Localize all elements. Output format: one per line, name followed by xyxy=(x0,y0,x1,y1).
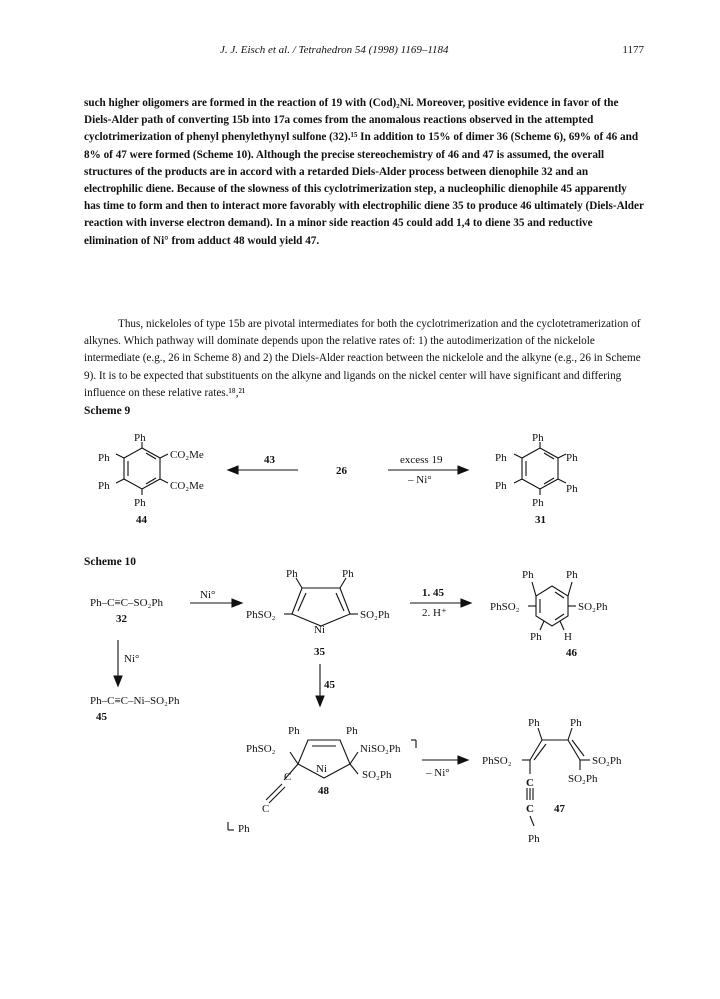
scheme-9-title: Scheme 9 xyxy=(84,405,131,417)
cmpd31-ph-lr: Ph xyxy=(566,483,578,495)
id-48: 48 xyxy=(318,785,329,797)
paragraph-1: such higher oligomers are formed in the reaction of 19 with (Cod)₂Ni. Moreover, positive evidence in favor of the Diels-Alder path of converting 15b into 17a comes from the anomalous reactions observed in the attempted cyclotrimerization of phenyl phenylethynyl sulfone (32).¹⁵ In addition to 15% of dimer 36 (Scheme 6), 69% of 46 and 8% of 47 were formed (Scheme 10). Although the precise stereochemistry of 46 and 47 is assumed, the overall structures of the products are in accord with a retarded Diels-Alder process between dienophile 32 and an electrophilic diene. Because of the slowness of this cyclotrimerization step, a nucleophilic dienophile 45 apparently has time to form and then to interact more favorably with electrophilic diene 35 to produce 46 ultimately (Diels-Alder reaction with inverse electron demand). In a minor side reaction 45 could add 1,4 to diene 35 and reductive elimination of Ni° from adduct 48 would yield 47. xyxy=(84,97,644,247)
cmpd44-ph-ul: Ph xyxy=(98,452,110,464)
arrow-ni-left: Ni° xyxy=(124,653,140,665)
minus-ni-48: – Ni° xyxy=(426,767,450,779)
cmpd44-id: 44 xyxy=(136,514,147,526)
c48-ph-b: Ph xyxy=(238,823,250,835)
formula-45: Ph–C≡C–Ni–SO₂Ph xyxy=(90,695,180,707)
c35-ph-l: Ph xyxy=(286,568,298,580)
page-number: 1177 xyxy=(622,44,644,56)
c35-ph-r: Ph xyxy=(342,568,354,580)
c46-phso2: PhSO₂ xyxy=(490,601,520,613)
center-26: 26 xyxy=(336,465,347,477)
cmpd31-ph-top: Ph xyxy=(532,432,544,444)
cmpd31-ph-bottom: Ph xyxy=(532,497,544,509)
c47-c2: C xyxy=(526,803,534,815)
c46-so2ph: SO₂Ph xyxy=(578,601,608,613)
paragraph-2-text: Thus, nickeloles of type 15b are pivotal intermediates for both the cyclotrimerization and the cyclotetramerization of alkynes. Which pathway will dominate depends upon the relative rates of: 1) the autodimerization of the nickelole intermediate (e.g., 26 in Scheme 8) and 2) the Diels-Alder reaction between the nickelole and the alkyne (e.g., 26 in Scheme 9). It is to be expected that substituents on the alkyne and ligands on the nickel center will have significant and differing influence on these relative rates.¹⁸,²¹ xyxy=(84,318,641,399)
cmpd31-id: 31 xyxy=(535,514,546,526)
running-title: J. J. Eisch et al. / Tetrahedron 54 (1998) 1169–1184 xyxy=(220,44,449,56)
reagent-minus-ni: – Ni° xyxy=(408,474,432,486)
cmpd31-ph-ul: Ph xyxy=(495,452,507,464)
benzene-31 xyxy=(522,448,558,489)
cmpd44-ph-ll: Ph xyxy=(98,480,110,492)
arrow-ni-top: Ni° xyxy=(200,589,216,601)
nickelole-35 xyxy=(292,588,350,626)
c48-c2: C xyxy=(262,803,270,815)
cmpd44-ph-top: Ph xyxy=(134,432,146,444)
c47-so2ph-r: SO₂Ph xyxy=(592,755,622,767)
reagent-43: 43 xyxy=(264,454,275,466)
cmpd44-ester-1: CO₂Me xyxy=(170,449,204,461)
c46-ph-r: Ph xyxy=(566,569,578,581)
c46-ph-l: Ph xyxy=(522,569,534,581)
reagent-excess-19: excess 19 xyxy=(400,454,443,466)
c47-c1: C xyxy=(526,777,534,789)
benzene-44 xyxy=(124,448,160,489)
c48-so2ph: SO₂Ph xyxy=(362,769,392,781)
id-46: 46 xyxy=(566,647,577,659)
cmpd31-ph-ll: Ph xyxy=(495,480,507,492)
c47-phso2: PhSO₂ xyxy=(482,755,512,767)
c47-so2ph-b: SO₂Ph xyxy=(568,773,598,785)
start-id: 32 xyxy=(116,613,127,625)
c48-ph-l: Ph xyxy=(288,725,300,737)
down-45: 45 xyxy=(324,679,335,691)
id-45: 45 xyxy=(96,711,107,723)
c48-phso2: PhSO₂ xyxy=(246,743,276,755)
c48-c1: C xyxy=(284,771,292,783)
c48-ni: Ni xyxy=(316,763,327,775)
cmpd44-ester-2: CO₂Me xyxy=(170,480,204,492)
id-47: 47 xyxy=(554,803,565,815)
ring-46 xyxy=(536,586,568,626)
c46-h: H xyxy=(564,631,572,643)
start-formula: Ph–C≡C–SO₂Ph xyxy=(90,597,164,609)
c47-ph-b: Ph xyxy=(528,833,540,845)
cmpd44-ph-bottom: Ph xyxy=(134,497,146,509)
c48-nis: NiSO₂Ph xyxy=(360,743,401,755)
c35-phso2: PhSO₂ xyxy=(246,609,276,621)
c35-so2ph: SO₂Ph xyxy=(360,609,390,621)
scheme-10-title: Scheme 10 xyxy=(84,556,137,568)
c35-ni: Ni xyxy=(314,624,325,636)
step-1: 1. 45 xyxy=(422,587,444,599)
c47-ph-r: Ph xyxy=(570,717,582,729)
c47-ph-l: Ph xyxy=(528,717,540,729)
step-2: 2. H⁺ xyxy=(422,607,447,619)
c48-ph-r: Ph xyxy=(346,725,358,737)
cmpd31-ph-ur: Ph xyxy=(566,452,578,464)
id-35: 35 xyxy=(314,646,325,658)
c46-ph-b: Ph xyxy=(530,631,542,643)
